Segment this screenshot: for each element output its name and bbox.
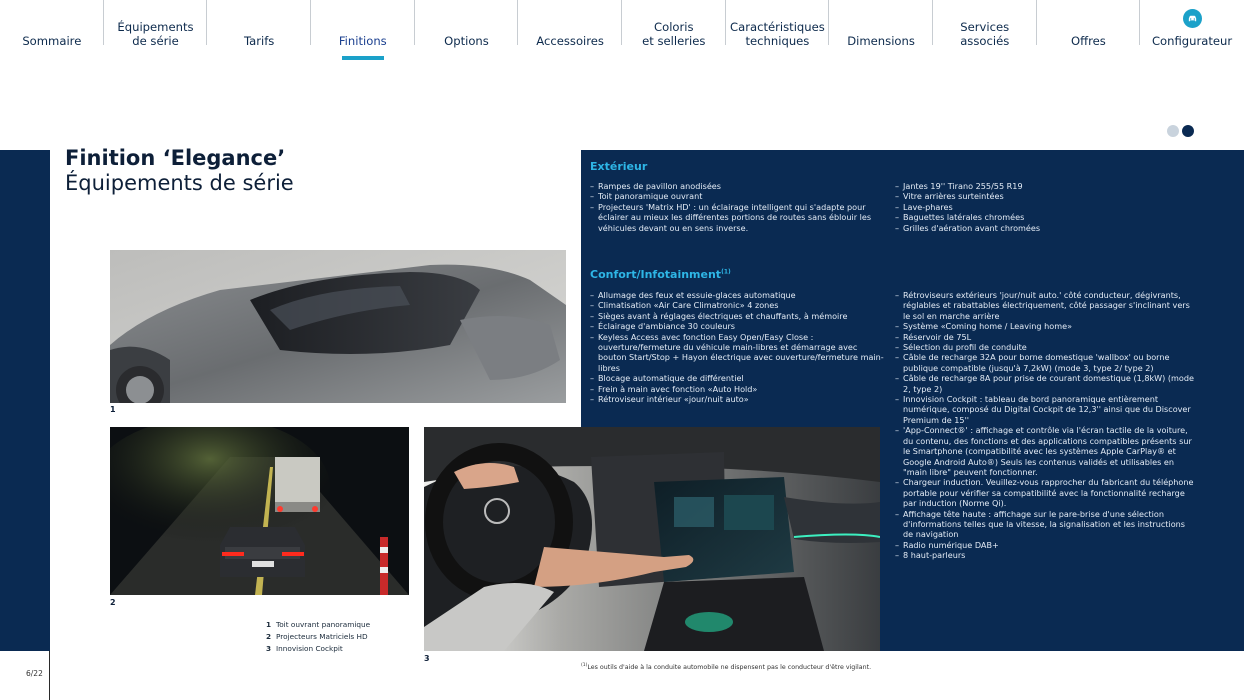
list-item: – Chargeur induction. Veuillez-vous rapprocher du fabricant du téléphone portable pour vérifier sa compatibilité avec la fonctionnalité recharge par induction (Norme Qi). [895, 477, 1195, 508]
car-configurator-icon [1183, 9, 1202, 28]
list-item: – Keyless Access avec fonction Easy Open/Easy Close : ouverture/fermeture du véhicule main-libres et démarrage avec bouton Start/Stop + Hayon électrique avec ouverture/fermeture main-libres [590, 332, 885, 374]
list-item: – Lave-phares [895, 202, 1195, 212]
list-item: – Réservoir de 75L [895, 332, 1195, 342]
caption-text: Projecteurs Matriciels HD [276, 632, 368, 641]
tab-dimensions[interactable] [829, 0, 933, 62]
list-item: – Vitre arrières surteintées [895, 191, 1195, 201]
section-heading-exterieur: Extérieur [590, 160, 648, 173]
list-item: – Câble de recharge 32A pour borne domestique 'wallbox' ou borne publique compatible (jusqu'à 7,2kW) (mode 3, type 2/ type 2) [895, 352, 1195, 373]
caption-row [266, 643, 370, 655]
page-subtitle: Équipements de série [65, 171, 294, 195]
tab-label: Configurateur [1151, 34, 1233, 48]
tab-configurateur[interactable] [1140, 0, 1244, 62]
tab-equipements-de-serie[interactable] [104, 0, 208, 62]
list-item: – Rétroviseur intérieur «jour/nuit auto» [590, 394, 885, 404]
caption-row [266, 619, 370, 631]
tab-label: Services associés [960, 20, 1010, 48]
left-color-band [0, 150, 50, 651]
tab-accessoires[interactable] [518, 0, 622, 62]
page-number: 6/22 [26, 669, 43, 678]
caption-text: Toit ouvrant panoramique [276, 620, 371, 629]
list-item: – Jantes 19'' Tirano 255/55 R19 [895, 181, 1195, 191]
photo-number: 3 [424, 654, 430, 663]
tab-tarifs[interactable] [207, 0, 311, 62]
list-item: – Système «Coming home / Leaving home» [895, 321, 1195, 331]
list-item: – 8 haut-parleurs [895, 550, 1195, 560]
tab-offres[interactable] [1037, 0, 1141, 62]
footnote [581, 663, 871, 671]
tab-label: Options [444, 34, 489, 48]
tab-label: Accessoires [536, 34, 604, 48]
caption-number: 1 [266, 620, 272, 629]
caption-number: 3 [266, 644, 272, 653]
tab-sommaire[interactable] [0, 0, 104, 62]
tab-label: Finitions [338, 34, 387, 48]
footnote-marker: (1) [581, 663, 588, 668]
confort-list-left [590, 290, 885, 404]
list-item: – Allumage des feux et essuie-glaces automatique [590, 290, 885, 300]
caption-number: 2 [266, 632, 272, 641]
section-heading-confort [590, 268, 731, 281]
caption-text: Innovision Cockpit [276, 644, 343, 653]
tab-finitions[interactable] [311, 0, 415, 62]
footnote-text: Les outils d'aide à la conduite automobile ne dispensent pas le conducteur d'être vigilant. [587, 664, 872, 672]
heading-text: Confort/Infotainment [590, 268, 722, 281]
tab-label: Dimensions [847, 34, 915, 48]
exterieur-list-left [590, 181, 880, 233]
list-item: – Affichage tête haute : affichage sur le pare-brise d'une sélection d'informations telles que la vitesse, la signalisation et les instructions de navigation [895, 509, 1195, 540]
list-item: – Toit panoramique ouvrant [590, 191, 880, 201]
tab-label: Tarifs [243, 34, 275, 48]
list-item: – Climatisation «Air Care Climatronic» 4 zones [590, 300, 885, 310]
list-item: – Blocage automatique de différentiel [590, 373, 885, 383]
carousel-dots [1167, 125, 1194, 137]
section-navigation [0, 0, 1244, 62]
list-item: – Câble de recharge 8A pour prise de courant domestique (1,8kW) (mode 2, type 2) [895, 373, 1195, 394]
photo-number: 1 [110, 405, 116, 414]
page-title: Finition ‘Elegance’ [65, 146, 286, 170]
confort-list-right [895, 290, 1195, 561]
list-item: – Innovision Cockpit : tableau de bord panoramique entièrement numérique, composé du Digital Cockpit de 12,3'' ainsi que du Discover Premium de 15'' [895, 394, 1195, 425]
list-item: – Frein à main avec fonction «Auto Hold» [590, 384, 885, 394]
list-item: – Grilles d'aération avant chromées [895, 223, 1195, 233]
tab-label: Caractéristiques techniques [730, 20, 825, 48]
caption-row [266, 631, 370, 643]
photo-number: 2 [110, 598, 116, 607]
tab-label: Offres [1070, 34, 1106, 48]
list-item: – 'App-Connect®' : affichage et contrôle via l'écran tactile de la voiture, du contenu, des fonctions et des applications compatibles présents sur le Smartphone (compatibilité avec les systèmes Apple CarPlay® et Google Android Auto®) Seuls les contenus validés et utilisables en "main libre" peuvent fonctionner. [895, 425, 1195, 477]
photo-matrix-headlights [110, 427, 409, 595]
photo-captions [266, 619, 370, 655]
tab-coloris-et-selleries[interactable] [622, 0, 726, 62]
carousel-dot-active[interactable] [1182, 125, 1194, 137]
exterieur-list-right [895, 181, 1195, 233]
list-item: – Sièges avant à réglages électriques et chauffants, à mémoire [590, 311, 885, 321]
list-item: – Éclairage d'ambiance 30 couleurs [590, 321, 885, 331]
list-item: – Baguettes latérales chromées [895, 212, 1195, 222]
tab-label: Sommaire [22, 34, 82, 48]
tab-services-associes[interactable] [933, 0, 1037, 62]
divider [49, 651, 50, 700]
photo-innovision-cockpit [424, 427, 880, 651]
list-item: – Rampes de pavillon anodisées [590, 181, 880, 191]
list-item: – Radio numérique DAB+ [895, 540, 1195, 550]
tab-label: Équipements de série [117, 20, 194, 48]
tab-options[interactable] [415, 0, 519, 62]
list-item: – Sélection du profil de conduite [895, 342, 1195, 352]
tab-caracteristiques-techniques[interactable] [726, 0, 830, 62]
list-item: – Rétroviseurs extérieurs 'jour/nuit auto.' côté conducteur, dégivrants, réglables et rabattables électriquement, côté passager s'inclinant vers le sol en marche arrière [895, 290, 1195, 321]
carousel-dot[interactable] [1167, 125, 1179, 137]
photo-panoramic-roof [110, 250, 566, 403]
list-item: – Projecteurs 'Matrix HD' : un éclairage intelligent qui s'adapte pour éclairer au mieux les différentes portions de routes sans éblouir les véhicules devant ou en sens inverse. [590, 202, 880, 233]
footnote-marker: (1) [721, 268, 731, 276]
active-tab-indicator [342, 56, 384, 60]
tab-label: Coloris et selleries [642, 20, 706, 48]
